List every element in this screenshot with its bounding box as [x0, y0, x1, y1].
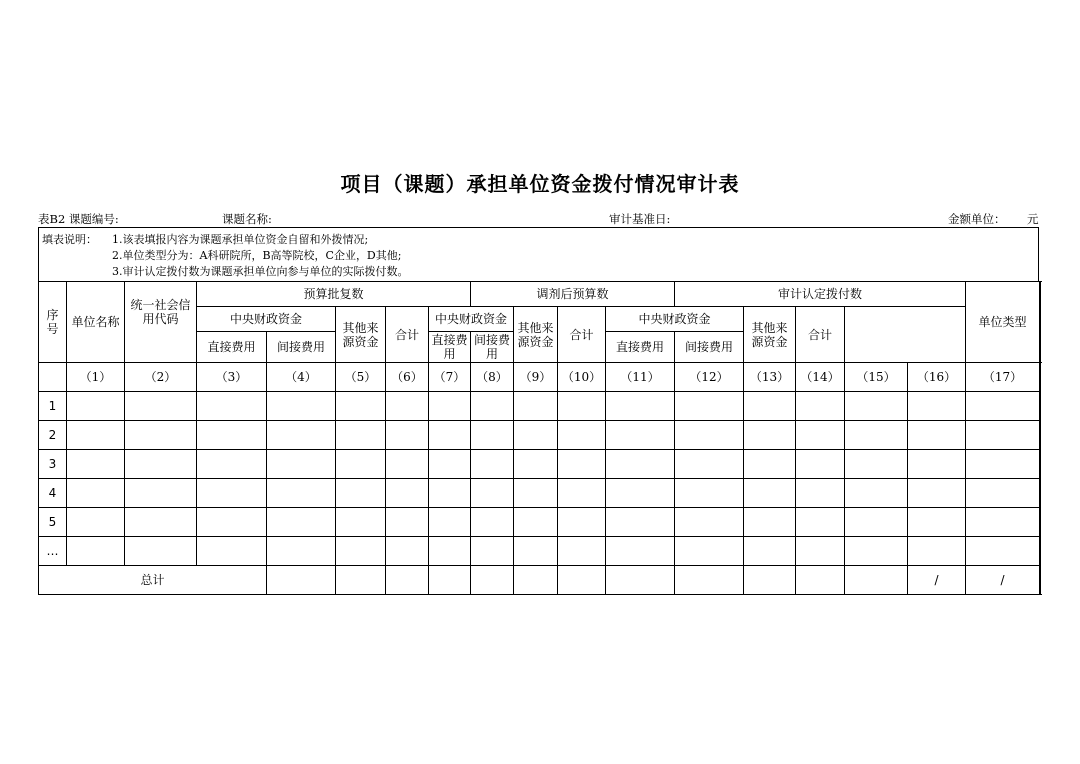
table-cell[interactable]	[558, 450, 606, 479]
table-cell[interactable]	[514, 450, 558, 479]
slash-cell: /	[908, 566, 966, 595]
table-cell[interactable]	[606, 537, 675, 566]
column-number: （8）	[471, 363, 514, 392]
table-cell[interactable]	[514, 421, 558, 450]
subject-name-label: 课题名称:	[222, 212, 272, 226]
column-number-row	[39, 363, 1041, 392]
instruction-line: 2.单位类型分为：A科研院所，B高等院校，C企业，D其他;	[112, 249, 402, 262]
header-indirect-cost: 间接费用	[471, 332, 514, 363]
table-cell[interactable]	[197, 508, 267, 537]
table-cell[interactable]	[558, 479, 606, 508]
table-row	[39, 421, 1041, 450]
audit-date-label: 审计基准日:	[609, 212, 671, 226]
table-cell[interactable]	[966, 508, 1040, 537]
column-number: （1）	[67, 363, 125, 392]
header-budget-approved: 预算批复数	[197, 282, 471, 307]
table-cell[interactable]	[514, 479, 558, 508]
table-cell[interactable]	[386, 479, 429, 508]
table-cell[interactable]	[125, 421, 197, 450]
table-cell[interactable]	[125, 450, 197, 479]
table-cell[interactable]	[845, 508, 908, 537]
column-number: （11）	[606, 363, 675, 392]
column-number: （5）	[336, 363, 386, 392]
table-cell[interactable]	[67, 479, 125, 508]
table-cell[interactable]	[386, 392, 429, 421]
table-cell[interactable]	[386, 508, 429, 537]
table-cell[interactable]	[845, 479, 908, 508]
table-cell[interactable]	[429, 508, 471, 537]
table-cell[interactable]	[386, 566, 429, 595]
table-cell[interactable]	[336, 508, 386, 537]
table-cell[interactable]	[197, 421, 267, 450]
amount-unit-value: 元	[1027, 212, 1039, 226]
column-number: （3）	[197, 363, 267, 392]
table-cell[interactable]	[675, 392, 744, 421]
header-audit-confirmed: 审计认定拨付数	[675, 282, 966, 307]
table-cell[interactable]	[471, 508, 514, 537]
table-cell[interactable]	[125, 508, 197, 537]
table-cell[interactable]	[796, 537, 845, 566]
instruction-line: 3.审计认定拨付数为课题承担单位向参与单位的实际拨付数。	[112, 265, 409, 278]
table-cell[interactable]	[845, 421, 908, 450]
table-cell[interactable]	[67, 508, 125, 537]
header-seq: 序号	[39, 282, 67, 363]
table-row	[39, 450, 1041, 479]
table-cell[interactable]	[675, 566, 744, 595]
table-cell[interactable]	[966, 450, 1040, 479]
row-number: 2	[39, 421, 67, 450]
instructions-label: 填表说明：	[42, 233, 97, 246]
header-indirect-cost: 间接费用	[267, 332, 336, 363]
table-cell[interactable]	[267, 421, 336, 450]
table-cell[interactable]	[675, 508, 744, 537]
table-cell[interactable]	[471, 566, 514, 595]
table-cell[interactable]	[471, 392, 514, 421]
table-cell[interactable]	[744, 450, 796, 479]
table-cell[interactable]	[267, 508, 336, 537]
table-cell[interactable]	[908, 537, 966, 566]
table-cell[interactable]	[966, 392, 1040, 421]
instruction-line: 1.该表填报内容为课题承担单位资金自留和外拨情况;	[112, 233, 369, 246]
table-cell[interactable]	[796, 421, 845, 450]
total-row	[39, 566, 1041, 595]
table-cell[interactable]	[845, 450, 908, 479]
table-cell[interactable]	[675, 450, 744, 479]
table-cell[interactable]	[336, 421, 386, 450]
header-total: 合计	[796, 307, 845, 363]
header-credit-code: 统一社会信用代码	[125, 282, 197, 363]
table-cell[interactable]	[429, 421, 471, 450]
table-cell[interactable]	[744, 479, 796, 508]
table-cell[interactable]	[386, 450, 429, 479]
table-cell[interactable]	[606, 566, 675, 595]
table-row	[39, 392, 1041, 421]
table-cell[interactable]	[125, 537, 197, 566]
column-number: （7）	[429, 363, 471, 392]
header-direct-cost: 直接费用	[197, 332, 267, 363]
table-cell[interactable]	[267, 450, 336, 479]
table-cell[interactable]	[606, 421, 675, 450]
table-cell[interactable]	[558, 421, 606, 450]
table-cell[interactable]	[429, 479, 471, 508]
table-cell[interactable]	[429, 392, 471, 421]
table-cell[interactable]	[796, 566, 845, 595]
table-cell[interactable]	[336, 450, 386, 479]
column-number: （4）	[267, 363, 336, 392]
table-cell[interactable]	[471, 479, 514, 508]
table-cell[interactable]	[675, 479, 744, 508]
table-cell[interactable]	[845, 566, 908, 595]
table-cell[interactable]	[267, 479, 336, 508]
table-cell[interactable]	[796, 392, 845, 421]
header-direct-cost: 直接费用	[429, 332, 471, 363]
table-cell[interactable]	[267, 566, 336, 595]
table-cell[interactable]	[675, 421, 744, 450]
table-cell[interactable]	[606, 392, 675, 421]
table-cell[interactable]	[845, 537, 908, 566]
header-unit-type: 单位类型	[966, 282, 1040, 363]
table-cell[interactable]	[606, 479, 675, 508]
table-code-label: 表B2 课题编号:	[38, 212, 119, 226]
column-number: （14）	[796, 363, 845, 392]
header-unit-name: 单位名称	[67, 282, 125, 363]
header-central-funds: 中央财政资金	[429, 307, 514, 332]
column-number: （10）	[558, 363, 606, 392]
table-cell[interactable]	[386, 537, 429, 566]
table-cell[interactable]	[429, 450, 471, 479]
table-cell[interactable]	[197, 392, 267, 421]
header-other-funds: 其他来源资金	[336, 307, 386, 363]
table-cell[interactable]	[67, 392, 125, 421]
column-number: （17）	[966, 363, 1040, 392]
table-cell[interactable]	[606, 450, 675, 479]
total-label: 总计	[39, 566, 267, 595]
column-number: （16）	[908, 363, 966, 392]
table-cell[interactable]	[197, 537, 267, 566]
table-cell[interactable]	[125, 392, 197, 421]
table-cell[interactable]	[558, 508, 606, 537]
row-number: 5	[39, 508, 67, 537]
table-cell[interactable]	[796, 508, 845, 537]
table-cell[interactable]	[471, 537, 514, 566]
table-cell[interactable]	[471, 421, 514, 450]
table-cell[interactable]	[336, 566, 386, 595]
table-cell[interactable]	[267, 392, 336, 421]
table-cell[interactable]	[744, 566, 796, 595]
table-cell[interactable]	[558, 566, 606, 595]
table-cell[interactable]	[908, 392, 966, 421]
row-number: 1	[39, 392, 67, 421]
column-number: （9）	[514, 363, 558, 392]
table-cell[interactable]	[558, 392, 606, 421]
table-cell[interactable]	[966, 537, 1040, 566]
row-number: 4	[39, 479, 67, 508]
header-total: 合计	[558, 307, 606, 363]
table-cell[interactable]	[514, 566, 558, 595]
table-cell[interactable]	[966, 479, 1040, 508]
table-cell[interactable]	[386, 421, 429, 450]
table-cell[interactable]	[336, 392, 386, 421]
table-row	[39, 508, 1041, 537]
column-number: （6）	[386, 363, 429, 392]
header-indirect-cost: 间接费用	[675, 332, 744, 363]
amount-unit-label: 金额单位：	[948, 212, 1006, 226]
column-number: （15）	[845, 363, 908, 392]
table-cell[interactable]	[514, 537, 558, 566]
table-cell	[39, 363, 67, 392]
table-cell[interactable]	[845, 392, 908, 421]
table-cell[interactable]	[429, 537, 471, 566]
page-title: 项目（课题）承担单位资金拨付情况审计表	[340, 172, 740, 196]
table-cell[interactable]	[744, 508, 796, 537]
table-cell[interactable]	[908, 450, 966, 479]
row-number: …	[39, 537, 67, 566]
table-cell[interactable]	[908, 508, 966, 537]
table-cell[interactable]	[197, 450, 267, 479]
table-cell[interactable]	[429, 566, 471, 595]
table-cell[interactable]	[67, 421, 125, 450]
table-cell[interactable]	[744, 537, 796, 566]
table-cell[interactable]	[796, 479, 845, 508]
table-cell[interactable]	[558, 537, 606, 566]
table-cell[interactable]	[908, 421, 966, 450]
header-other-funds: 其他来源资金	[514, 307, 558, 363]
table-cell[interactable]	[67, 450, 125, 479]
audit-table	[38, 281, 1041, 595]
header-central-funds: 中央财政资金	[197, 307, 336, 332]
table-cell[interactable]	[125, 479, 197, 508]
table-cell[interactable]	[336, 479, 386, 508]
table-row	[39, 479, 1041, 508]
table-cell[interactable]	[744, 421, 796, 450]
table-cell[interactable]	[606, 508, 675, 537]
table-cell[interactable]	[471, 450, 514, 479]
header-total: 合计	[386, 307, 429, 363]
table-cell[interactable]	[966, 421, 1040, 450]
table-cell[interactable]	[514, 392, 558, 421]
table-row	[39, 537, 1041, 566]
table-cell[interactable]	[267, 537, 336, 566]
table-cell[interactable]	[514, 508, 558, 537]
table-cell[interactable]	[197, 479, 267, 508]
header-central-funds: 中央财政资金	[606, 307, 744, 332]
table-cell[interactable]	[67, 537, 125, 566]
slash-cell: /	[966, 566, 1040, 595]
column-number: （12）	[675, 363, 744, 392]
table-cell[interactable]	[796, 450, 845, 479]
fill-instructions	[38, 227, 1039, 281]
column-number: （2）	[125, 363, 197, 392]
header-other-funds: 其他来源资金	[744, 307, 796, 363]
table-cell[interactable]	[675, 537, 744, 566]
table-cell[interactable]	[336, 537, 386, 566]
table-cell[interactable]	[744, 392, 796, 421]
column-number: （13）	[744, 363, 796, 392]
row-number: 3	[39, 450, 67, 479]
header-budget-adjusted: 调剂后预算数	[471, 282, 675, 307]
table-cell[interactable]	[908, 479, 966, 508]
header-direct-cost: 直接费用	[606, 332, 675, 363]
